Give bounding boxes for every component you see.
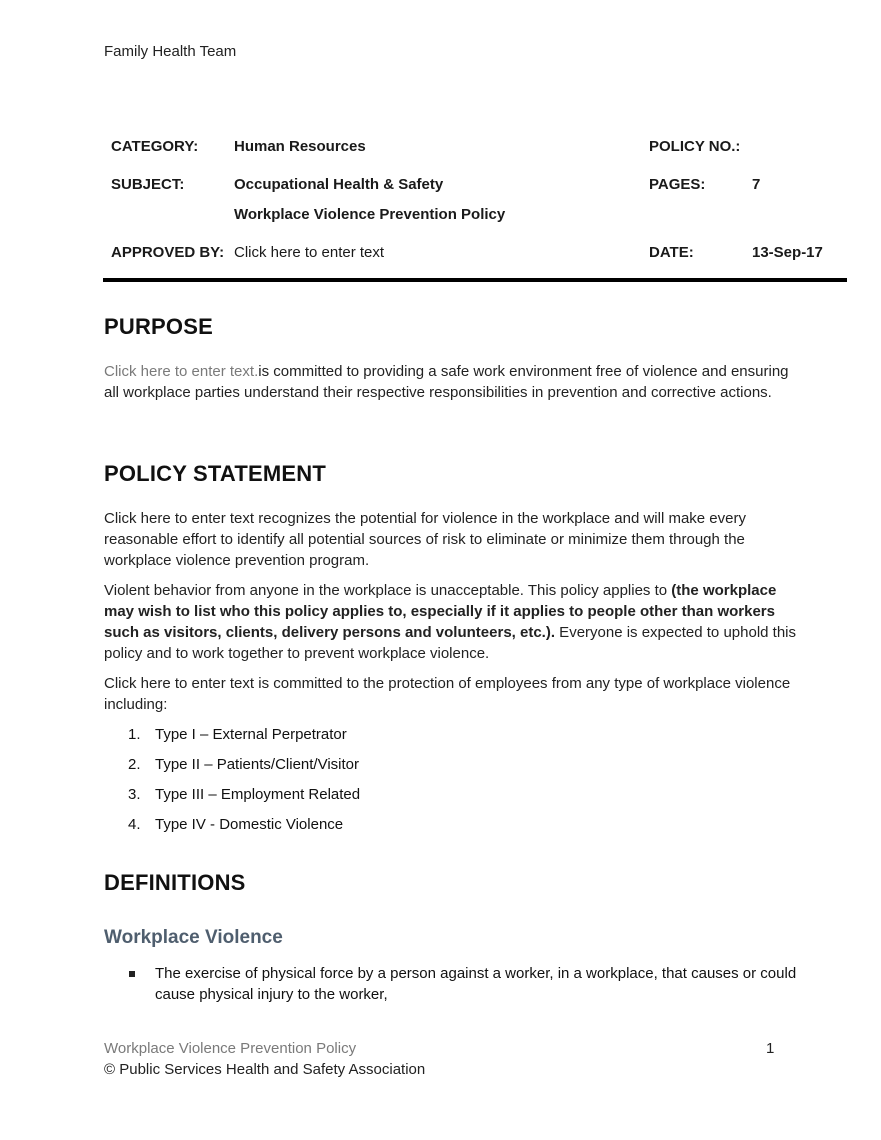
purpose-text: is committed to providing a safe work environment free of violence and ensuring all workplace parties understand their respective responsibilities in prevention and corrective actions.	[104, 363, 789, 401]
list-item: 4. Type IV - Domestic Violence	[128, 816, 344, 833]
definitions-heading: DEFINITIONS	[104, 870, 246, 895]
subject-label: SUBJECT:	[111, 176, 185, 193]
subject-line-2: Workplace Violence Prevention Policy	[234, 206, 506, 223]
list-item: 3. Type III – Employment Related	[128, 786, 361, 803]
category-label: CATEGORY:	[111, 138, 199, 155]
date-value: 13-Sep-17	[752, 244, 823, 261]
footer-title: Workplace Violence Prevention Policy	[104, 1040, 357, 1057]
footer-copyright: © Public Services Health and Safety Association	[104, 1061, 426, 1078]
para2-start: Violent behavior from anyone in the workplace is unacceptable. This policy applies to	[104, 582, 672, 599]
para2-bold: (the workplace may wish to list who this policy applies to, especially if it applies to people other than workers such as visitors, clients, delivery persons and volunteers, etc.).	[104, 582, 777, 641]
purpose-heading: PURPOSE	[104, 314, 213, 339]
approved-by-field[interactable]: Click here to enter text	[234, 244, 385, 261]
square-bullet-icon	[129, 971, 135, 977]
policy-statement-heading: POLICY STATEMENT	[104, 461, 326, 486]
organization-header: Family Health Team	[104, 43, 237, 60]
definition-bullet-text: The exercise of physical force by a person against a worker, in a workplace, that causes or could cause physical injury to the worker,	[155, 965, 797, 1003]
pages-value: 7	[752, 176, 761, 193]
info-row-approved	[103, 238, 847, 278]
list-item: 1. Type I – External Perpetrator	[128, 726, 347, 743]
date-label: DATE:	[649, 244, 694, 261]
policy-no-label: POLICY NO.:	[649, 138, 741, 155]
purpose-placeholder-field[interactable]: Click here to enter text.	[104, 363, 259, 380]
pages-label: PAGES:	[649, 176, 706, 193]
policy-statement-paragraph-3: Click here to enter text is committed to the protection of employees from any type of workplace violence including:	[104, 675, 791, 713]
workplace-violence-subheading: Workplace Violence	[104, 927, 283, 948]
para2-end: Everyone is expected to uphold this policy and to work together to prevent workplace violence.	[104, 624, 796, 662]
list-item: 2. Type II – Patients/Client/Visitor	[128, 756, 359, 773]
policy-info-table	[103, 132, 847, 282]
info-row-subject	[103, 170, 847, 200]
purpose-paragraph	[104, 361, 804, 403]
violence-types-list	[128, 724, 360, 844]
policy-statement-paragraph-1: Click here to enter text recognizes the potential for violence in the workplace and will make every reasonable effort to identify all potential sources of risk to eliminate or minimize them through the workplace violence prevention program.	[104, 510, 746, 569]
info-row-subject-2	[103, 200, 847, 238]
approved-by-label: APPROVED BY:	[111, 244, 225, 261]
subject-line-1: Occupational Health & Safety	[234, 176, 444, 193]
footer-page-number: 1	[766, 1040, 775, 1057]
definition-bullet	[104, 963, 804, 1005]
policy-statement-paragraph-2	[104, 580, 804, 664]
info-row-category	[103, 132, 847, 170]
category-value: Human Resources	[234, 138, 366, 155]
